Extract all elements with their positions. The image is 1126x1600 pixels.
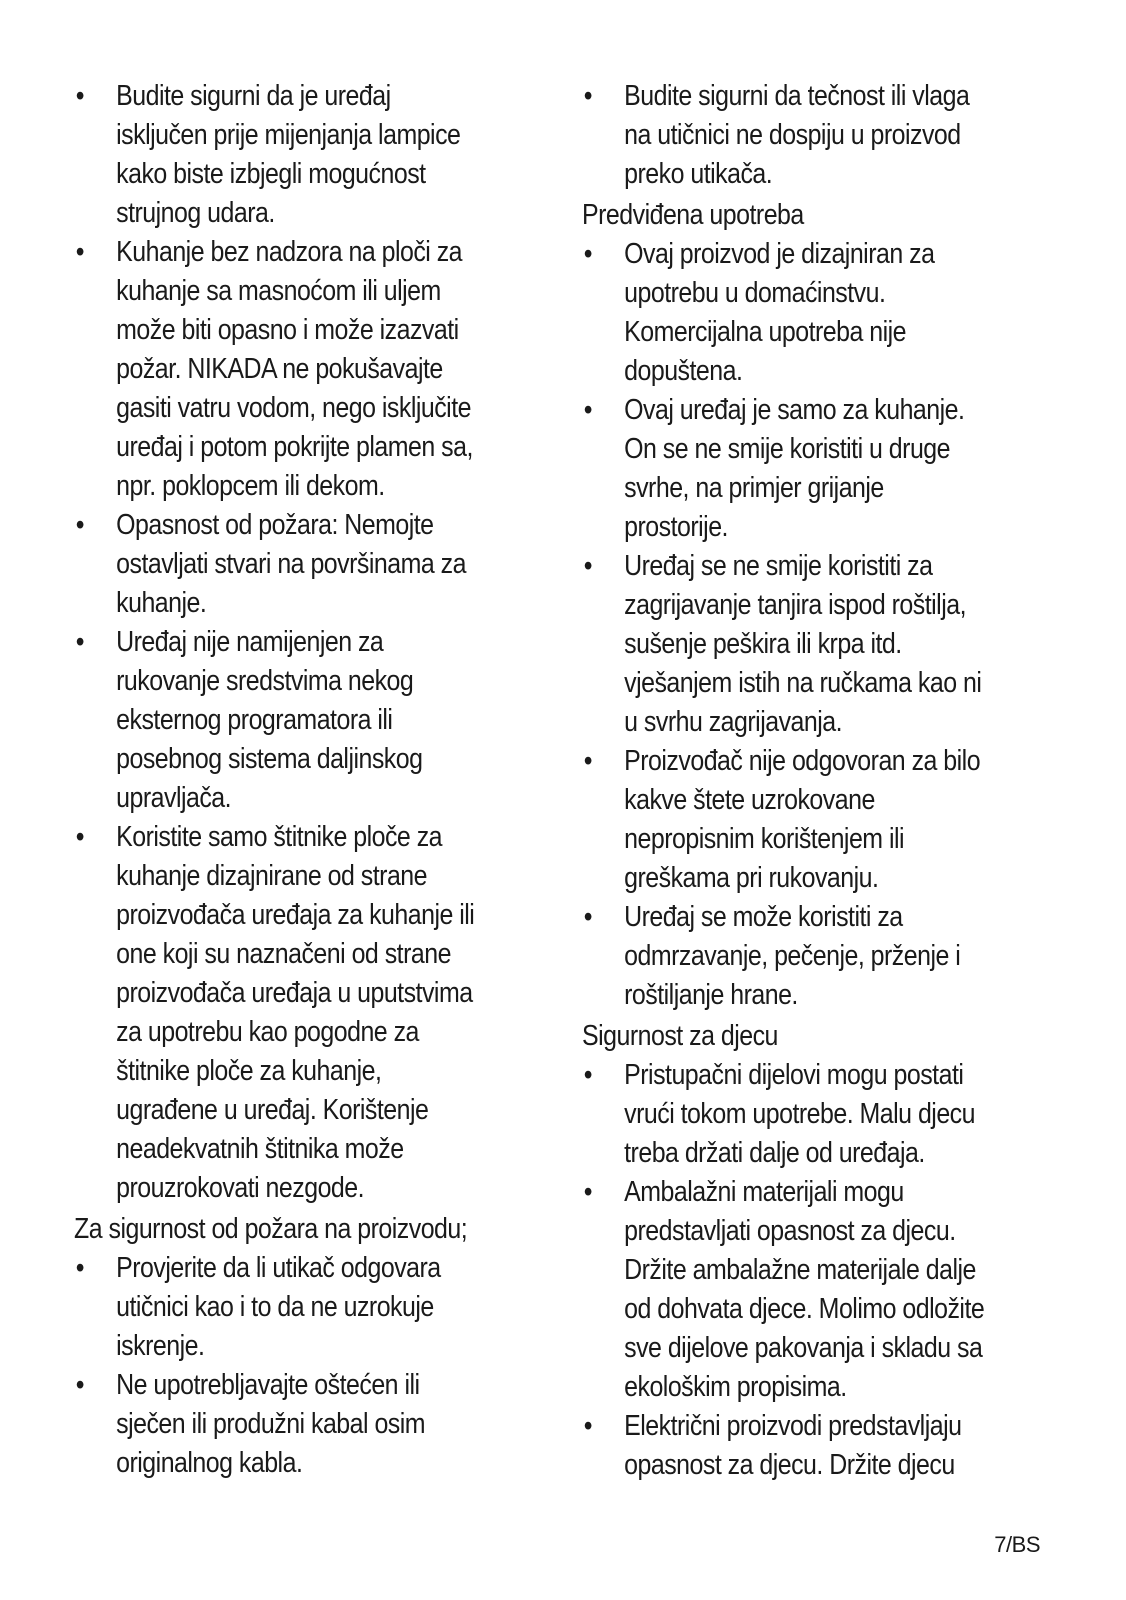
safety-list-2	[582, 77, 1052, 194]
safety-list-1	[74, 77, 554, 1208]
list-item: • Provjerite da li utikač odgovara utičnici kao i to da ne uzrokuje iskrenje.	[74, 1249, 595, 1366]
intended-use-heading: Predviđena upotreba	[582, 199, 804, 231]
right-column	[582, 77, 1052, 1485]
list-item: • Električni proizvodi predstavljaju opasnost za djecu. Držite djecu	[582, 1407, 1093, 1485]
list-item: • Uređaj se može koristiti za odmrzavanje, pečenje, prženje i roštiljanje hrane.	[582, 898, 1093, 1015]
child-safety-heading: Sigurnost za djecu	[582, 1020, 778, 1052]
list-item: • Ovaj proizvod je dizajniran za upotrebu u domaćinstvu. Komercijalna upotreba nije dopuštena.	[582, 235, 1093, 391]
page-number: 7/BS	[994, 1532, 1040, 1557]
fire-safety-list	[74, 1249, 554, 1483]
list-item: • Ne upotrebljavajte oštećen ili sječen ili produžni kabal osim originalnog kabla.	[74, 1366, 595, 1483]
fire-safety-intro: Za sigurnost od požara na proizvodu;	[74, 1213, 468, 1245]
child-safety-list	[582, 1056, 1052, 1485]
list-item: • Opasnost od požara: Nemojte ostavljati stvari na površinama za kuhanje.	[74, 506, 595, 623]
list-item: • Proizvođač nije odgovoran za bilo kakve štete uzrokovane nepropisnim korištenjem ili greškama pri rukovanju.	[582, 742, 1093, 898]
list-item: • Kuhanje bez nadzora na ploči za kuhanje sa masnoćom ili uljem može biti opasno i može izazvati požar. NIKADA ne pokušavajte gasiti vatru vodom, nego isključite uređaj i potom pokrijte plamen sa, npr. poklopcem ili dekom.	[74, 233, 595, 506]
list-item: • Ovaj uređaj je samo za kuhanje. On se ne smije koristiti u druge svrhe, na primjer grijanje prostorije.	[582, 391, 1093, 547]
list-item: • Uređaj nije namijenjen za rukovanje sredstvima nekog eksternog programatora ili posebnog sistema daljinskog upravljača.	[74, 623, 595, 818]
list-item: • Budite sigurni da tečnost ili vlaga na utičnici ne dospiju u proizvod preko utikača.	[582, 77, 1093, 194]
list-item: • Pristupačni dijelovi mogu postati vrući tokom upotrebe. Malu djecu treba držati dalje od uređaja.	[582, 1056, 1093, 1173]
list-item: • Ambalažni materijali mogu predstavljati opasnost za djecu. Držite ambalažne materijale dalje od dohvata djece. Molimo odložite sve dijelove pakovanja i skladu sa ekološkim propisima.	[582, 1173, 1093, 1407]
intended-use-list	[582, 235, 1052, 1015]
left-column	[74, 77, 554, 1483]
list-item: • Uređaj se ne smije koristiti za zagrijavanje tanjira ispod roštilja, sušenje peškira ili krpa itd. vješanjem istih na ručkama kao ni u svrhu zagrijavanja.	[582, 547, 1093, 742]
list-item: • Budite sigurni da je uređaj isključen prije mijenjanja lampice kako biste izbjegli mogućnost strujnog udara.	[74, 77, 595, 233]
list-item: • Koristite samo štitnike ploče za kuhanje dizajnirane od strane proizvođača uređaja za kuhanje ili one koji su naznačeni od strane proizvođača uređaja u uputstvima za upotrebu kao pogodne za štitnike ploče za kuhanje, ugrađene u uređaj. Korištenje neadekvatnih štitnika može prouzrokovati nezgode.	[74, 818, 595, 1208]
